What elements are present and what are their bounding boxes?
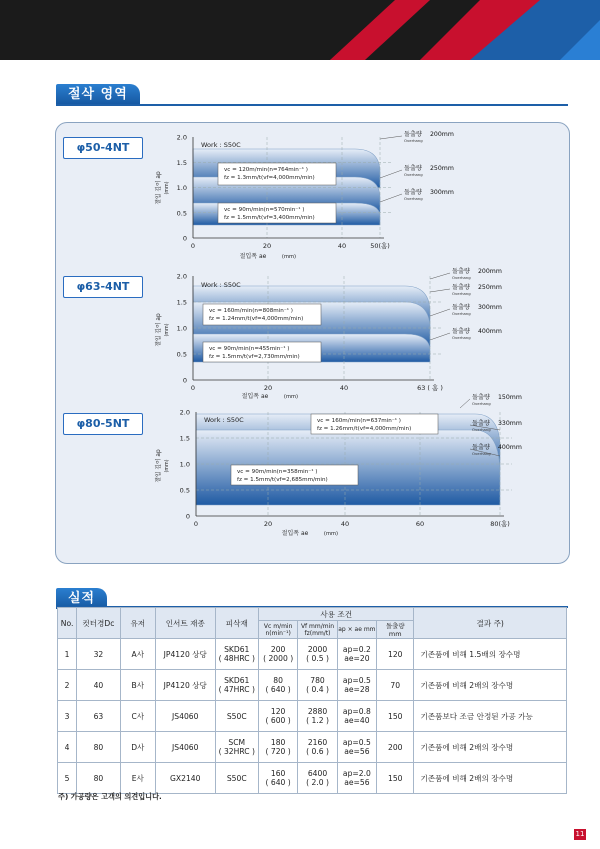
- overhang-label: 돌출량: [452, 268, 470, 275]
- x-tick-label: 20: [263, 520, 273, 528]
- table-row: [58, 639, 567, 670]
- col-conditions: 사용 조건: [258, 608, 413, 621]
- overhang-leader: [380, 170, 402, 178]
- cell-line: ap=0.5: [342, 738, 371, 747]
- cell-vf: [298, 670, 337, 701]
- cell-line: ( 0.4 ): [306, 685, 329, 694]
- overhang-sub: Overhang: [452, 335, 471, 340]
- overhang-sub: Overhang: [472, 427, 491, 432]
- cell-vc: [258, 701, 297, 732]
- cell-ap: [337, 639, 376, 670]
- cell-result: 기존품에 비해 1.5배의 장수명: [414, 639, 567, 670]
- overhang-value: 200mm: [430, 131, 454, 138]
- cell-line: 6400: [307, 769, 328, 778]
- cell-dia: 80: [77, 732, 120, 763]
- x-tick-label: 80(홈): [490, 520, 510, 528]
- cell-line: SCM: [228, 738, 246, 747]
- x-axis-label: 절입폭 ae: [241, 393, 269, 400]
- cell-result: 기존품에 비해 2배의 장수명: [414, 670, 567, 701]
- overhang-label: 돌출량: [452, 304, 470, 311]
- cell-line: S50C: [226, 711, 247, 721]
- overhang-leader: [430, 289, 450, 292]
- col-ap-ae: ap × ae mm: [337, 621, 376, 639]
- cell-line: ae=56: [344, 778, 370, 787]
- cell-vc: [258, 670, 297, 701]
- cell-user: E사: [120, 763, 155, 794]
- overhang-leader: [430, 333, 450, 340]
- cell-line: ap=2.0: [342, 769, 371, 778]
- x-tick-label: 50(홈): [370, 242, 390, 250]
- cell-vf: [298, 732, 337, 763]
- overhang-leader: [430, 309, 450, 316]
- cell-line: 2880: [307, 707, 328, 716]
- col-work: 피삭재: [215, 608, 258, 639]
- chart-phi50: [154, 130, 454, 260]
- overhang-value: 200mm: [478, 268, 502, 275]
- overhang-leader: [460, 399, 470, 408]
- x-tick-label: 40: [337, 242, 347, 250]
- y-tick-label: 1.0: [176, 324, 187, 333]
- cell-no: 2: [58, 670, 77, 701]
- y-axis-unit: (mm): [165, 181, 170, 195]
- overhang-value: 400mm: [498, 444, 522, 451]
- cell-insert: JS4060: [155, 701, 215, 732]
- cell-work: [215, 763, 258, 794]
- cell-line: ( 2.0 ): [306, 778, 329, 787]
- condition-vc: vc = 90m/min(n=570min⁻¹ ): [224, 207, 305, 213]
- cell-ap: [337, 763, 376, 794]
- x-tick-label: 0: [190, 384, 196, 392]
- cell-line: 180: [270, 738, 286, 747]
- chart-label-phi63: φ63-4NT: [63, 276, 143, 298]
- cell-line: ( 640 ): [265, 778, 291, 787]
- col-insert: 인서트 재종: [155, 608, 215, 639]
- cell-overhang: 120: [377, 639, 414, 670]
- col-no: No.: [58, 608, 77, 639]
- cell-line: 780: [310, 676, 325, 685]
- cell-overhang: 150: [377, 763, 414, 794]
- cell-line: ap=0.5: [342, 676, 371, 685]
- cell-overhang: 200: [377, 732, 414, 763]
- y-axis-label: 절입 깊이 ap: [156, 313, 162, 347]
- chart-label-phi50: φ50-4NT: [63, 137, 143, 159]
- x-tick-label: 0: [193, 520, 199, 528]
- table-row: [58, 732, 567, 763]
- y-tick-label: 1.0: [176, 184, 187, 192]
- y-tick-label: 0: [182, 234, 187, 243]
- overhang-sub: Overhang: [472, 401, 491, 406]
- overhang-label: 돌출량: [452, 284, 470, 291]
- cell-line: ( 600 ): [265, 716, 291, 725]
- y-tick-label: 1.0: [179, 460, 190, 469]
- condition-fz: fz = 1.5mm/t(vf=2,685mm/min): [237, 477, 328, 483]
- section-title-performance: 실적: [56, 588, 107, 609]
- y-tick-label: 1.5: [179, 434, 190, 443]
- cell-work: [215, 639, 258, 670]
- overhang-value: 400mm: [478, 328, 502, 335]
- table-row: [58, 763, 567, 794]
- cell-vf: [298, 763, 337, 794]
- cell-line: S50C: [226, 773, 247, 783]
- cell-no: 3: [58, 701, 77, 732]
- cell-result: 기존품보다 조금 안정된 가공 가능: [414, 701, 567, 732]
- overhang-label: 돌출량: [472, 394, 490, 401]
- overhang-sub: Overhang: [452, 291, 471, 296]
- footnote: 주) 가공량은 고객의 의견입니다.: [58, 792, 162, 801]
- table-row: [58, 701, 567, 732]
- cell-line: 200: [270, 645, 286, 654]
- col-user: 유저: [120, 608, 155, 639]
- cell-vc: [258, 732, 297, 763]
- cell-line: 120: [270, 707, 286, 716]
- overhang-value: 150mm: [498, 394, 522, 401]
- overhang-leader: [380, 194, 402, 202]
- cell-line: ( 0.5 ): [306, 654, 329, 663]
- cell-ap: [337, 732, 376, 763]
- y-tick-label: 0: [182, 376, 187, 385]
- overhang-value: 300mm: [478, 304, 502, 311]
- x-axis-unit: (mm): [323, 531, 339, 537]
- cell-line: ( 640 ): [265, 685, 291, 694]
- cell-no: 4: [58, 732, 77, 763]
- condition-vc: vc = 120m/min(n=764min⁻¹ ): [224, 167, 308, 173]
- col-vc: Vc m/min n(min⁻¹): [258, 621, 297, 639]
- y-axis-label: 절입 깊이 ap: [156, 171, 162, 205]
- performance-table: [57, 607, 567, 794]
- overhang-sub: Overhang: [472, 451, 491, 456]
- cell-work: [215, 701, 258, 732]
- overhang-value: 300mm: [430, 189, 454, 196]
- y-tick-label: 2.0: [179, 408, 190, 417]
- cell-line: ( 47HRC ): [218, 685, 255, 694]
- table-row: [58, 670, 567, 701]
- cell-line: ( 720 ): [265, 747, 291, 756]
- cell-ap: [337, 670, 376, 701]
- cell-user: A사: [120, 639, 155, 670]
- overhang-value: 330mm: [498, 420, 522, 427]
- x-tick-label: 20: [262, 242, 272, 250]
- y-tick-label: 2.0: [176, 133, 187, 142]
- y-tick-label: 1.5: [176, 158, 187, 167]
- condition-vc: vc = 160m/min(n=637min⁻¹ ): [317, 418, 401, 424]
- cell-vf: [298, 639, 337, 670]
- cell-overhang: 70: [377, 670, 414, 701]
- cell-line: ( 1.2 ): [306, 716, 329, 725]
- page-number: 11: [575, 830, 585, 838]
- condition-fz: fz = 1.3mm/t(vf=4,000mm/min): [224, 175, 315, 181]
- y-tick-label: 2.0: [176, 272, 187, 281]
- cell-line: ae=56: [344, 747, 370, 756]
- condition-fz: fz = 1.5mm/t(vf=2,730mm/min): [209, 354, 300, 360]
- cell-insert: JP4120 상당: [155, 670, 215, 701]
- cell-dia: 40: [77, 670, 120, 701]
- x-axis-unit: (mm): [281, 254, 297, 260]
- cell-line: ap=0.8: [342, 707, 371, 716]
- condition-vc: vc = 160m/min(n=808min⁻¹ ): [209, 308, 293, 314]
- y-tick-label: 0.5: [179, 486, 190, 495]
- overhang-value: 250mm: [430, 165, 454, 172]
- cell-line: ae=20: [344, 654, 370, 663]
- cell-line: 80: [273, 676, 283, 685]
- x-axis-unit: (mm): [283, 394, 299, 400]
- condition-vc: vc = 90m/min(n=455min⁻¹ ): [209, 346, 290, 352]
- cell-vc: [258, 763, 297, 794]
- cell-line: 2160: [307, 738, 328, 747]
- cell-user: B사: [120, 670, 155, 701]
- chart-phi80: [154, 393, 522, 537]
- x-tick-label: 20: [263, 384, 273, 392]
- overhang-sub: Overhang: [452, 311, 471, 316]
- x-tick-label: 60: [415, 520, 425, 528]
- cell-insert: JS4060: [155, 732, 215, 763]
- x-tick-label: 40: [339, 384, 349, 392]
- cell-no: 5: [58, 763, 77, 794]
- cell-result: 기존품에 비해 2배의 장수명: [414, 732, 567, 763]
- condition-fz: fz = 1.24mm/t(vf=4,000mm/min): [209, 316, 304, 322]
- cell-insert: GX2140: [155, 763, 215, 794]
- cell-line: 160: [270, 769, 286, 778]
- chart-phi63: [154, 267, 502, 400]
- overhang-value: 250mm: [478, 284, 502, 291]
- overhang-label: 돌출량: [404, 189, 422, 196]
- cell-dia: 63: [77, 701, 120, 732]
- x-tick-label: 0: [190, 242, 196, 250]
- overhang-sub: Overhang: [404, 138, 423, 143]
- work-material-label: Work : S50C: [204, 416, 244, 424]
- cell-vc: [258, 639, 297, 670]
- overhang-leader: [380, 136, 402, 139]
- col-result: 결과 주): [414, 608, 567, 639]
- cell-line: ( 2000 ): [263, 654, 294, 663]
- cell-dia: 80: [77, 763, 120, 794]
- condition-vc: vc = 90m/min(n=358min⁻¹ ): [237, 469, 318, 475]
- cell-no: 1: [58, 639, 77, 670]
- col-overhang: 돌출량 mm: [377, 621, 414, 639]
- cell-line: ae=28: [344, 685, 370, 694]
- overhang-leader: [430, 273, 450, 279]
- cell-user: D사: [120, 732, 155, 763]
- overhang-label: 돌출량: [404, 165, 422, 172]
- overhang-label: 돌출량: [404, 131, 422, 138]
- condition-fz: fz = 1.5mm/t(vf=3,400mm/min): [224, 215, 315, 221]
- cell-line: SKD61: [224, 676, 250, 685]
- overhang-sub: Overhang: [404, 196, 423, 201]
- overhang-label: 돌출량: [472, 420, 490, 427]
- cell-result: 기존품에 비해 2배의 장수명: [414, 763, 567, 794]
- y-tick-label: 1.5: [176, 298, 187, 307]
- cell-line: 2000: [307, 645, 328, 654]
- cell-user: C사: [120, 701, 155, 732]
- chart-label-phi80: φ80-5NT: [63, 413, 143, 435]
- cell-work: [215, 670, 258, 701]
- condition-fz: fz = 1.26mm/t(vf=4,000mm/min): [317, 426, 412, 432]
- y-tick-label: 0.5: [176, 209, 187, 218]
- cell-dia: 32: [77, 639, 120, 670]
- cell-line: ( 0.6 ): [306, 747, 329, 756]
- cell-work: [215, 732, 258, 763]
- cell-line: ap=0.2: [342, 645, 371, 654]
- x-axis-label: 절입폭 ae: [239, 253, 267, 260]
- overhang-sub: Overhang: [452, 275, 471, 280]
- y-tick-label: 0: [185, 512, 190, 521]
- cell-vf: [298, 701, 337, 732]
- y-axis-unit: (mm): [165, 323, 170, 337]
- x-tick-label: 40: [340, 520, 350, 528]
- section-title-cutting-area: 절삭 영역: [56, 84, 140, 105]
- cell-insert: JP4120 상당: [155, 639, 215, 670]
- overhang-label: 돌출량: [452, 328, 470, 335]
- cell-line: ( 32HRC ): [218, 747, 255, 756]
- y-axis-label: 절입 깊이 ap: [156, 449, 162, 483]
- overhang-label: 돌출량: [472, 444, 490, 451]
- cell-line: ( 48HRC ): [218, 654, 255, 663]
- x-tick-label: 63 ( 홈 ): [417, 384, 443, 392]
- cell-ap: [337, 701, 376, 732]
- cell-line: SKD61: [224, 645, 250, 654]
- col-diameter: 컷터경Dc: [77, 608, 120, 639]
- x-axis-label: 절입폭 ae: [281, 530, 309, 537]
- work-material-label: Work : S50C: [201, 141, 241, 149]
- y-tick-label: 0.5: [176, 350, 187, 359]
- col-vf: Vf mm/min fz(mm/t): [298, 621, 337, 639]
- overhang-sub: Overhang: [404, 172, 423, 177]
- cell-line: ae=40: [344, 716, 370, 725]
- cell-overhang: 150: [377, 701, 414, 732]
- y-axis-unit: (mm): [165, 459, 170, 473]
- work-material-label: Work : S50C: [201, 281, 241, 289]
